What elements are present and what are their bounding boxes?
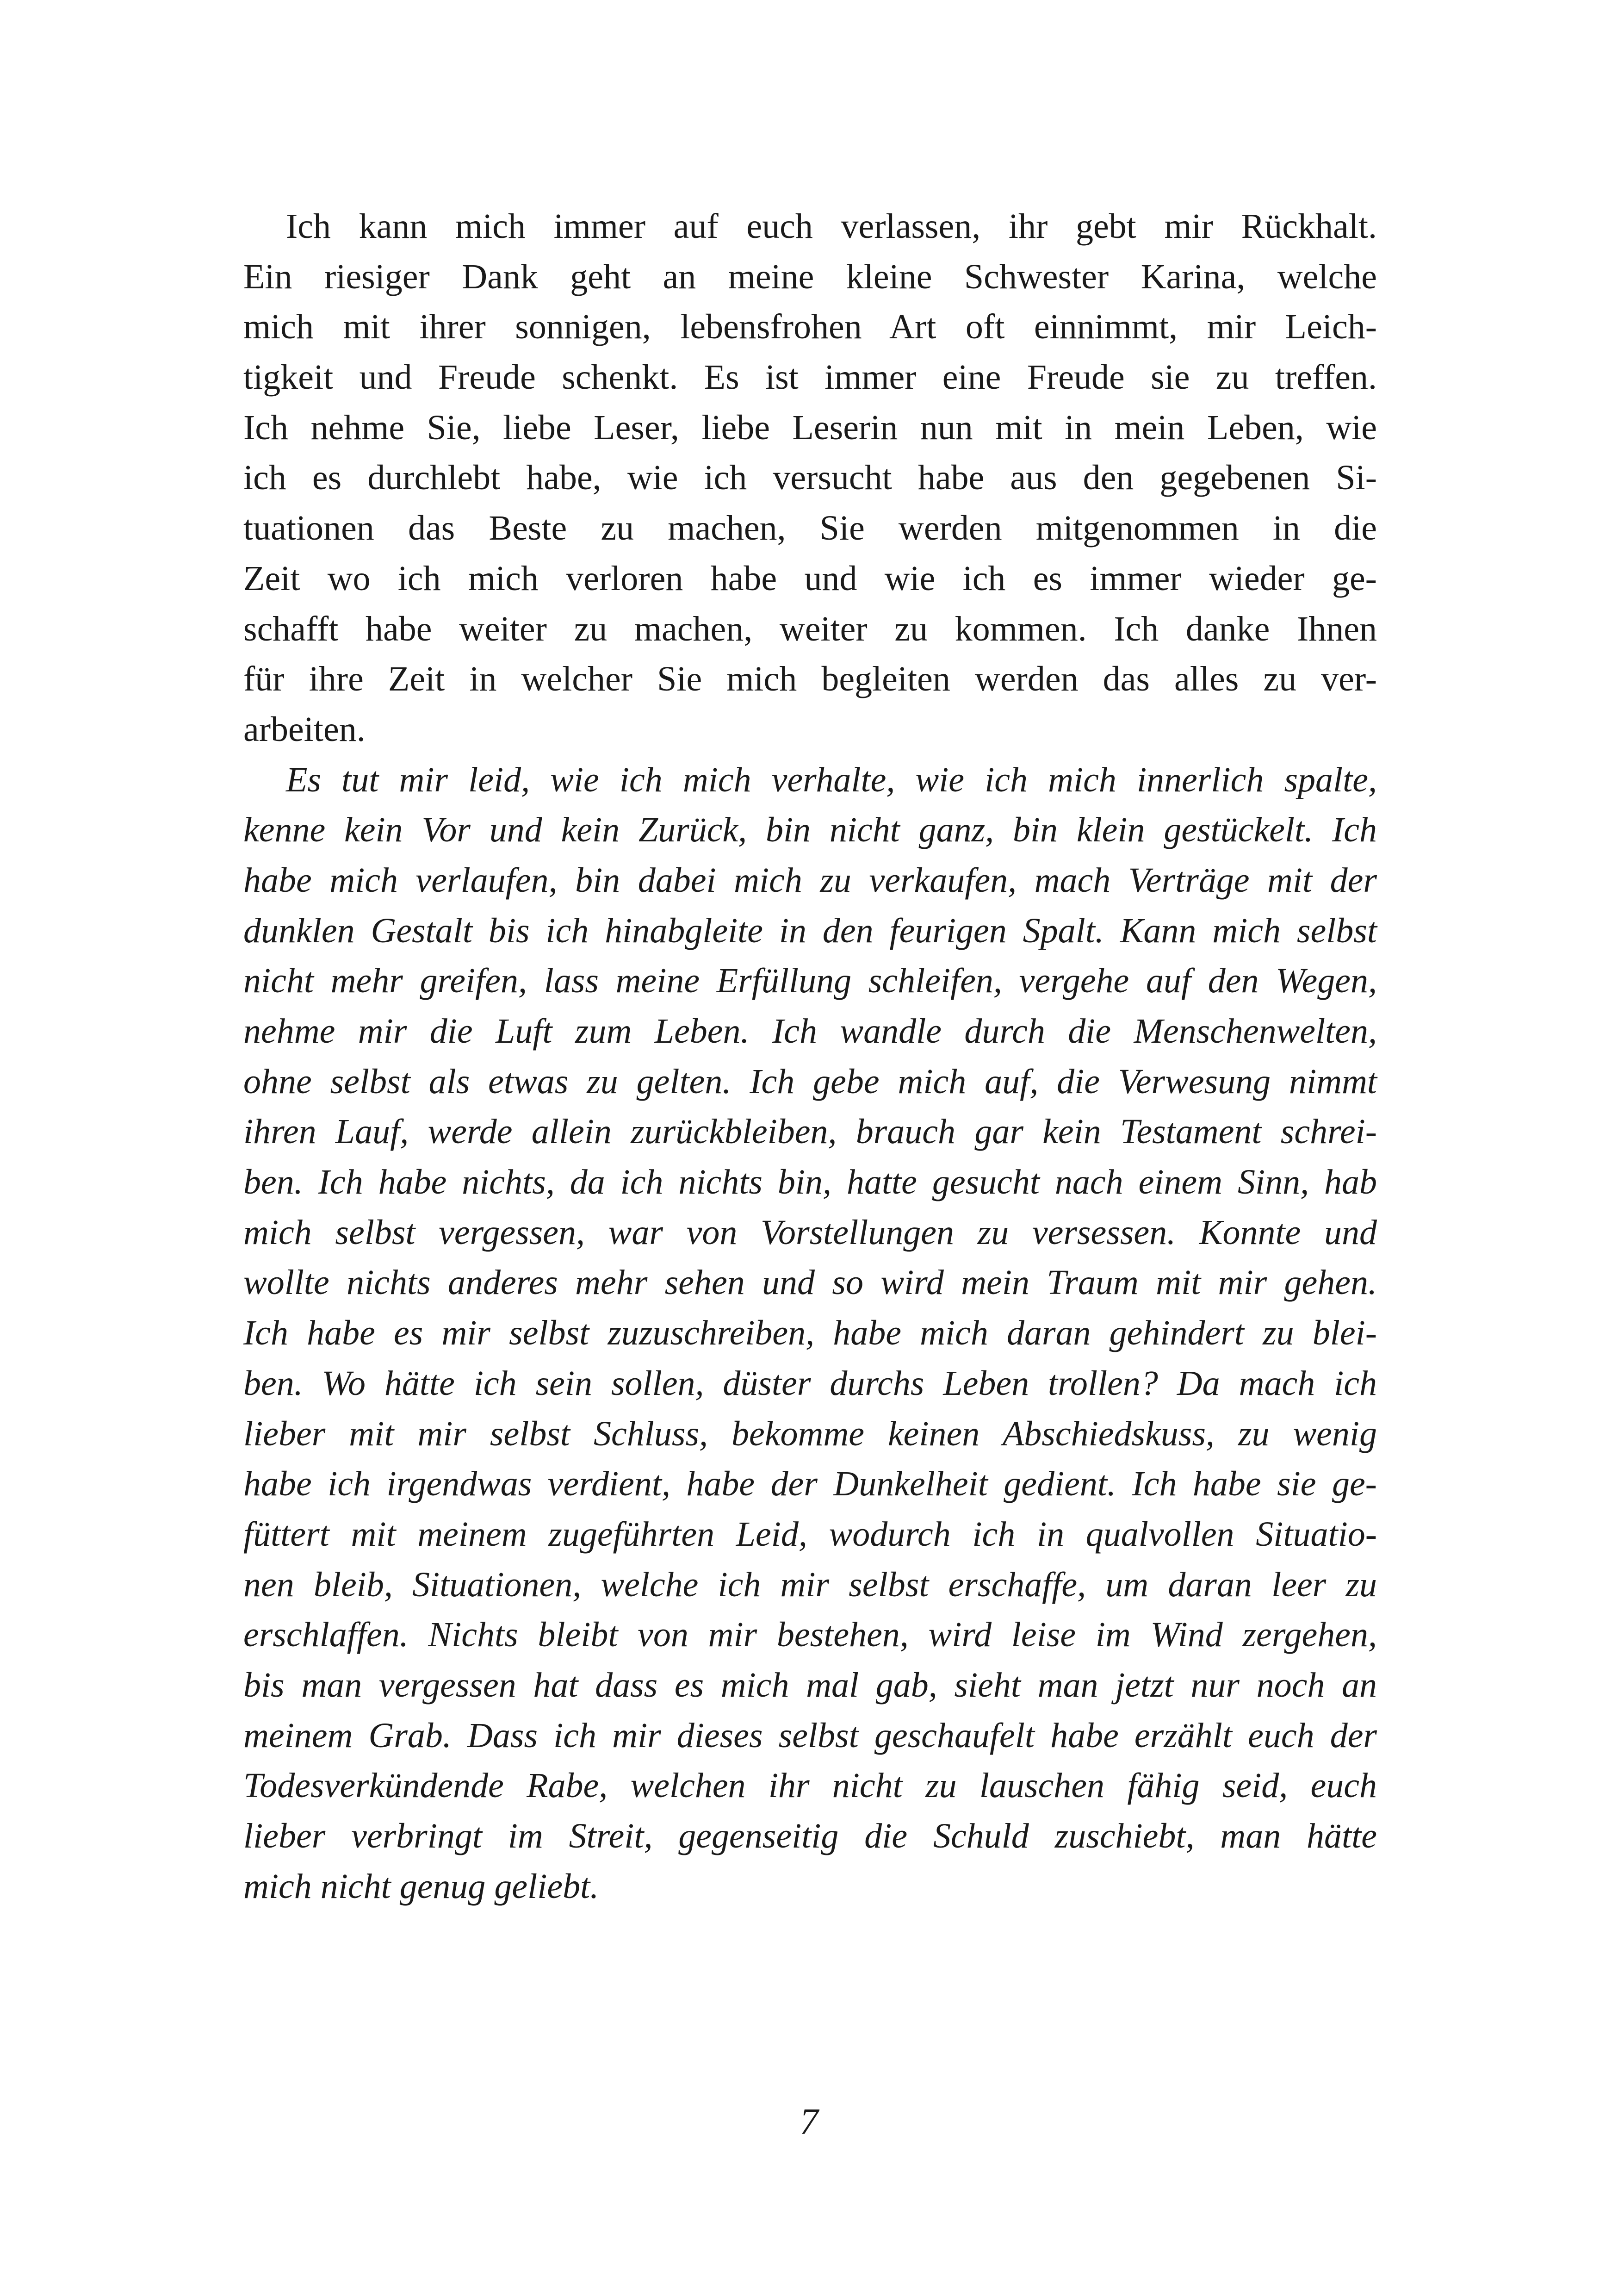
text-line: tigkeit und Freude schenkt. Es ist immer eine Freude sie zu treffen.	[243, 358, 1377, 397]
paragraph-acknowledgement	[243, 201, 1377, 755]
text-line: füttert mit meinem zugeführten Leid, wodurch ich in qualvollen Situatio-	[243, 1514, 1377, 1554]
text-line: Zeit wo ich mich verloren habe und wie ich es immer wieder ge-	[243, 559, 1377, 598]
text-line: lieber mit mir selbst Schluss, bekomme keinen Abschiedskuss, zu wenig	[243, 1414, 1377, 1453]
text-line: ohne selbst als etwas zu gelten. Ich gebe mich auf, die Verwesung nimmt	[243, 1062, 1377, 1101]
paragraph-poem	[243, 755, 1377, 1912]
text-line: tuationen das Beste zu machen, Sie werden mitgenommen in die	[243, 509, 1377, 548]
text-line: habe ich irgendwas verdient, habe der Dunkelheit gedient. Ich habe sie ge-	[243, 1464, 1377, 1504]
text-line: dunklen Gestalt bis ich hinabgleite in den feurigen Spalt. Kann mich selbst	[243, 911, 1377, 950]
text-line: meinem Grab. Dass ich mir dieses selbst geschaufelt habe erzählt euch der	[243, 1716, 1377, 1755]
text-line: lieber verbringt im Streit, gegenseitig die Schuld zuschiebt, man hätte	[243, 1817, 1377, 1855]
text-line: ben. Wo hätte ich sein sollen, düster durchs Leben trollen? Da mach ich	[243, 1363, 1377, 1403]
text-line: Ich kann mich immer auf euch verlassen, ihr gebt mir Rückhalt.	[286, 207, 1377, 246]
page-number: 7	[800, 2102, 818, 2142]
text-line: nen bleib, Situationen, welche ich mir selbst erschaffe, um daran leer zu	[243, 1565, 1377, 1604]
text-line: nicht mehr greifen, lass meine Erfüllung schleifen, vergehe auf den Wegen,	[243, 961, 1377, 1001]
text-line: erschlaffen. Nichts bleibt von mir bestehen, wird leise im Wind zergehen,	[243, 1615, 1377, 1655]
text-line: Ich nehme Sie, liebe Leser, liebe Leserin nun mit in mein Leben, wie	[243, 408, 1377, 447]
text-line: mich mit ihrer sonnigen, lebensfrohen Art oft einnimmt, mir Leich-	[243, 307, 1377, 347]
text-line: wollte nichts anderes mehr sehen und so wird mein Traum mit mir gehen.	[243, 1263, 1377, 1302]
text-line: ihren Lauf, werde allein zurückbleiben, brauch gar kein Testament schrei-	[243, 1112, 1377, 1151]
body-text	[243, 201, 1377, 1911]
text-line: Es tut mir leid, wie ich mich verhalte, wie ich mich innerlich spalte,	[286, 760, 1377, 799]
text-line: ben. Ich habe nichts, da ich nichts bin, hatte gesucht nach einem Sinn, hab	[243, 1163, 1377, 1202]
text-line: Todesverkündende Rabe, welchen ihr nicht zu lauschen fähig seid, euch	[243, 1766, 1377, 1805]
text-line: kenne kein Vor und kein Zurück, bin nicht ganz, bin klein gestückelt. Ich	[243, 810, 1377, 850]
text-line: für ihre Zeit in welcher Sie mich begleiten werden das alles zu ver-	[243, 660, 1377, 699]
text-line: schafft habe weiter zu machen, weiter zu kommen. Ich danke Ihnen	[243, 609, 1377, 648]
text-line: mich selbst vergessen, war von Vorstellungen zu versessen. Konnte und	[243, 1213, 1377, 1252]
text-line: mich nicht genug geliebt.	[243, 1867, 599, 1906]
text-line: bis man vergessen hat dass es mich mal gab, sieht man jetzt nur noch an	[243, 1665, 1377, 1705]
text-line: arbeiten.	[243, 709, 366, 749]
text-line: Ein riesiger Dank geht an meine kleine Schwester Karina, welche	[243, 257, 1377, 296]
text-line: Ich habe es mir selbst zuzuschreiben, habe mich daran gehindert zu blei-	[243, 1313, 1377, 1353]
text-line: nehme mir die Luft zum Leben. Ich wandle durch die Menschenwelten,	[243, 1012, 1377, 1051]
text-line: ich es durchlebt habe, wie ich versucht habe aus den gegebenen Si-	[243, 458, 1377, 498]
text-line: habe mich verlaufen, bin dabei mich zu verkaufen, mach Verträge mit der	[243, 860, 1377, 900]
